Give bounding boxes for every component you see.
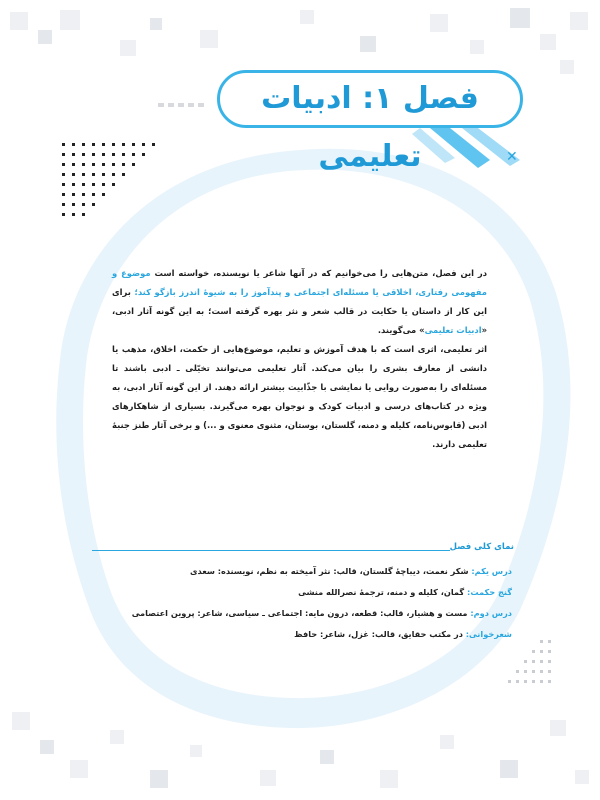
intro-p2: اثر تعلیمی، اثری است که با هدف آموزش و تعلیم، موضوع‌هایی از حکمت، اخلاق، مذهب یا دانشی از معارف بشری را بیان می‌کند. آثار تعلیمی می‌توانند تخیّلی ـ ادبی باشند تا مسئله‌ای را به‌صورت روایی یا نمایشی با جذّابیت بیشتر ارائه دهند. از این گونه آثار ادبی، به ویژه در کتاب‌های درسی و ادبیات کودک و نوجوان بهره می‌گیرند. بسیاری از شاهکارهای ادبی (قابوس‌نامه، کلیله و دمنه، گلستان، بوستان، مثنوی معنوی و ...) و برخی آثار طنز جنبهٔ تعلیمی دارند. xyxy=(112,344,487,449)
summary-row-text: شکر نعمت، دیباچهٔ گلستان، قالب: نثر آمیخته به نظم، نویسنده: سعدی xyxy=(189,566,472,576)
summary-divider xyxy=(92,550,450,551)
x-mark-icon: ✕ xyxy=(506,149,518,165)
summary-row-text: گمان، کلیله و دمنه، ترجمهٔ نصرالله منشی xyxy=(298,587,468,597)
summary-row-label: درس یکم: xyxy=(471,566,512,576)
summary-row-label: درس دوم: xyxy=(470,608,512,618)
chapter-title: فصل ۱: ادبیات تعلیمی xyxy=(261,81,479,174)
summary-row xyxy=(294,629,512,639)
intro-p1-c: برای این کار از داستان یا حکایت در قالب شعر و نثر بهره گرفته است؛ به این گونه آثار ادبی، « xyxy=(112,287,487,335)
summary-row-text: مست و هشیار، قالب: قطعه، درون مایه: اجتماعی ـ سیاسی، شاعر: پروین اعتصامی xyxy=(131,608,471,618)
summary-row xyxy=(132,608,512,618)
summary-title: نمای کلی فصل xyxy=(449,542,514,552)
summary-row-label: گنج حکمت: xyxy=(467,587,512,597)
summary-row-text: در مکتب حقایق، قالب: غزل، شاعر: حافظ xyxy=(294,629,466,639)
summary-row xyxy=(190,566,512,576)
summary-row-label: شعرخوانی: xyxy=(465,629,512,639)
intro-p1-term: ادبیات تعلیمی xyxy=(424,325,482,335)
intro-p1-highlight: موضوع و مفهومی رفتاری، اخلاقی یا مسئله‌ای اجتماعی و پندآموز را به شیوهٔ اندرز بازگو کند؛ xyxy=(112,268,487,297)
intro-p1-e: » می‌گویند. xyxy=(377,325,425,335)
intro-text xyxy=(112,264,487,454)
intro-p1-a: در این فصل، متن‌هایی را می‌خوانیم که در آنها شاعر یا نویسنده، خواسته است xyxy=(150,268,487,278)
summary-row xyxy=(298,587,512,597)
